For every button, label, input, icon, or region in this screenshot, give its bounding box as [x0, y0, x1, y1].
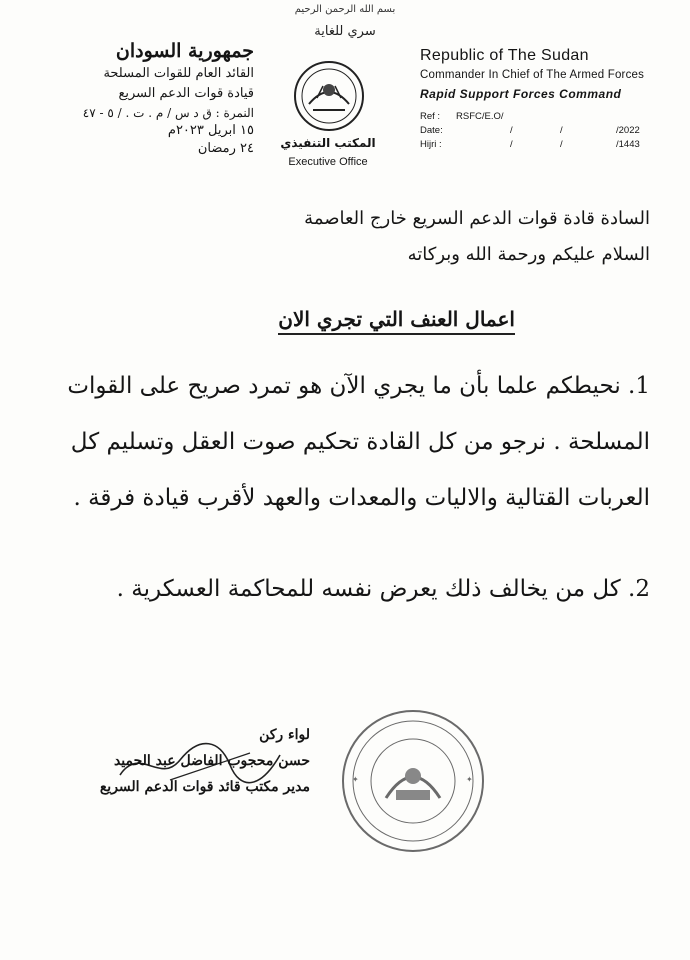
signature-block: [10, 722, 310, 800]
date-sep-2: /: [560, 125, 563, 136]
english-meta: [420, 110, 685, 152]
arabic-date: ١٥ ابريل ٢٠٢٣م: [167, 123, 254, 138]
classification-label: سري للغاية: [314, 24, 376, 39]
signatory-rank: لواء ركن: [259, 727, 310, 743]
english-letterhead: [420, 46, 685, 152]
ref-label: Ref :: [420, 111, 441, 122]
office-english: Executive Office: [288, 156, 368, 168]
basmala: بسم الله الرحمن الرحيم: [294, 4, 396, 15]
hijri-row: [420, 138, 685, 152]
svg-text:✦: ✦: [352, 775, 359, 784]
date-sep: /: [510, 125, 513, 136]
date-year: /2022: [616, 125, 640, 136]
address-line-1: السادة قادة قوات الدعم السريع خارج العاصمة: [304, 208, 650, 229]
greeting-line: السلام عليكم ورحمة الله وبركاته: [407, 244, 650, 265]
hijri-label: Hijri :: [420, 139, 442, 150]
english-rsf-command: Rapid Support Forces Command: [420, 87, 622, 101]
date-row: [420, 124, 685, 138]
english-republic: Republic of The Sudan: [420, 47, 589, 64]
arabic-hijri-date: ٢٤ رمضان: [197, 141, 254, 156]
signatory-title: مدير مكتب قائد قوات الدعم السريع: [99, 779, 310, 795]
date-label: Date:: [420, 125, 443, 136]
signatory-name: حسن محجوب الفاضل عبد الحميد: [113, 753, 310, 769]
english-commander: Commander In Chief of The Armed Forces: [420, 69, 645, 81]
hijri-year: /1443: [616, 139, 640, 150]
arabic-commander: القائد العام للقوات المسلحة: [103, 66, 254, 81]
office-arabic: المكتب التنفيذي: [280, 136, 376, 150]
svg-text:✦: ✦: [466, 775, 473, 784]
arabic-letterhead: [4, 38, 254, 158]
subject-heading: اعمال العنف التي تجري الان: [278, 307, 515, 335]
arabic-republic: جمهورية السودان: [115, 40, 254, 62]
ref-row: [420, 110, 685, 124]
paragraph-1: 1. نحيطكم علما بأن ما يجري الآن هو تمرد صريح على القوات المسلحة . نرجو من كل القادة تحكيم صوت العقل وتسليم كل العربات القتالية والاليات والمعدات والعهد لأقرب قيادة فرقة .: [67, 373, 650, 511]
arabic-ref-number: النمرة : ق د س / م . ت . / ٥ - ٤٧: [82, 106, 254, 120]
rsf-logo-icon: [293, 60, 365, 132]
official-stamp-icon: [338, 706, 488, 856]
paragraph-2: 2. كل من يخالف ذلك يعرض نفسه للمحاكمة العسكرية .: [116, 576, 650, 602]
ref-value: RSFC/E.O/: [456, 111, 504, 122]
hijri-sep: /: [510, 139, 513, 150]
arabic-rsf-command: قيادة قوات الدعم السريع: [118, 86, 254, 101]
hijri-sep-2: /: [560, 139, 563, 150]
